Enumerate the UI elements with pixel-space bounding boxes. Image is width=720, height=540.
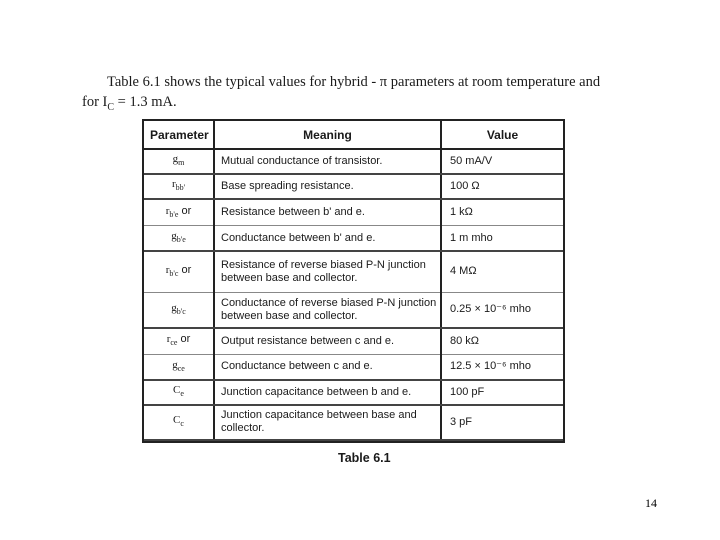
cell-value: 1 m mho: [441, 226, 563, 251]
cell-meaning: Output resistance between c and e.: [214, 328, 441, 355]
page-number: 14: [645, 496, 657, 510]
header-meaning: Meaning: [214, 121, 441, 149]
cell-value: 1 kΩ: [441, 199, 563, 226]
ic-subscript: C: [107, 101, 115, 113]
cell-parameter: $C_c$: [144, 405, 214, 440]
table-row: [144, 405, 563, 440]
cell-parameter: $g_m$: [144, 149, 214, 174]
cell-meaning: Conductance of reverse biased P-N junction between base and collector.: [214, 292, 441, 327]
cell-meaning: Conductance between c and e.: [214, 355, 441, 380]
table-row: [144, 328, 563, 355]
cell-value: 4 MΩ: [441, 251, 563, 293]
table-row: [144, 292, 563, 327]
table-row: [144, 251, 563, 293]
intro-line-1: Table 6.1 shows the typical values for hybrid - π parameters at room temperature and: [107, 74, 601, 90]
cell-value: 100 Ω: [441, 174, 563, 199]
cell-parameter: $r_{bb'}$: [144, 174, 214, 199]
cell-value: 12.5 × 10⁻⁶ mho: [441, 355, 563, 380]
table-row: [144, 226, 563, 251]
table-caption: Table 6.1: [338, 451, 391, 465]
header-parameter: Parameter: [144, 121, 214, 149]
cell-value: 80 kΩ: [441, 328, 563, 355]
header-value: Value: [441, 121, 563, 149]
cell-meaning: Mutual conductance of transistor.: [214, 149, 441, 174]
cell-meaning: Junction capacitance between b and e.: [214, 380, 441, 405]
cell-parameter: $g_{b'c}$: [144, 292, 214, 327]
cell-value: 100 pF: [441, 380, 563, 405]
parameters-table: [142, 119, 565, 443]
table-row: [144, 199, 563, 226]
cell-value: 50 mA/V: [441, 149, 563, 174]
cell-meaning: Junction capacitance between base and collector.: [214, 405, 441, 440]
table-row: [144, 149, 563, 174]
intro-line-2: for $I_C = 1.3$ mA.: [82, 94, 177, 113]
cell-parameter: $r_{b'c}$ or: [144, 251, 214, 293]
cell-meaning: Conductance between b' and e.: [214, 226, 441, 251]
cell-meaning: Base spreading resistance.: [214, 174, 441, 199]
table-row: [144, 380, 563, 405]
table-row: [144, 174, 563, 199]
cell-meaning: Resistance between b' and e.: [214, 199, 441, 226]
cell-parameter: $C_e$: [144, 380, 214, 405]
cell-value: 0.25 × 10⁻⁶ mho: [441, 292, 563, 327]
cell-parameter: $g_{ce}$: [144, 355, 214, 380]
table-header-row: [144, 121, 563, 149]
cell-parameter: $r_{ce}$ or: [144, 328, 214, 355]
cell-parameter: $r_{b'e}$ or: [144, 199, 214, 226]
intro-paragraph: [82, 72, 642, 118]
table-row: [144, 355, 563, 380]
cell-meaning: Resistance of reverse biased P-N junction between base and collector.: [214, 251, 441, 293]
cell-parameter: $g_{b'e}$: [144, 226, 214, 251]
cell-value: 3 pF: [441, 405, 563, 440]
